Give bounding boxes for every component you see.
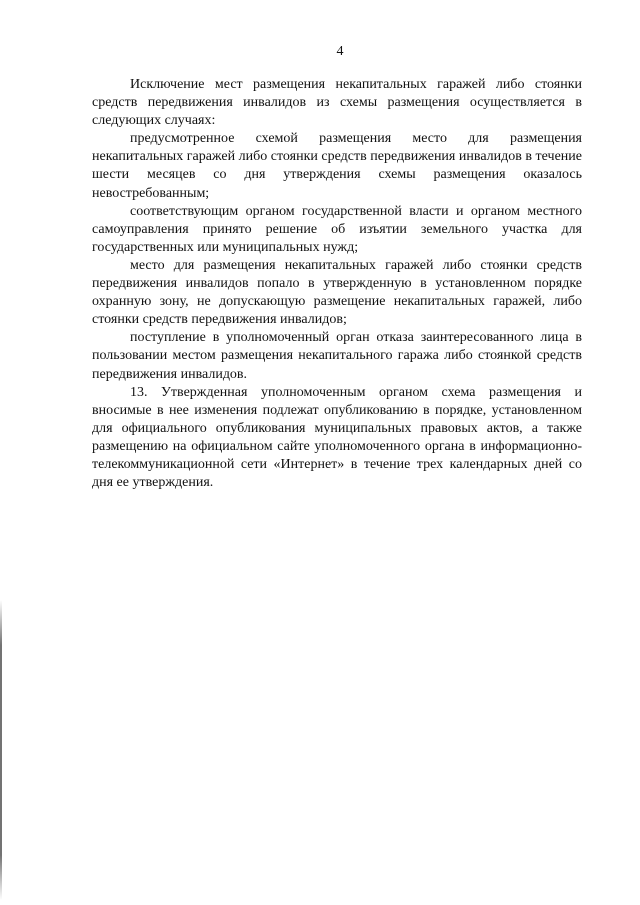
paragraph-exclusion-intro: Исключение мест размещения некапитальных гаражей либо стоянки средств передвижения инвалидов из схемы размещения осуществляется в следующих случаях: (92, 77, 582, 129)
scan-edge-shadow (0, 600, 2, 900)
paragraph-item-13-publication: 13. Утвержденная уполномоченным органом схема размещения и вносимые в нее изменения подлежат опубликованию в порядке, установленном для официального опубликования муниципальных правовых актов, а также размещению на официальном сайте уполномоченного органа в информационно-телекоммуникационной сети «Интернет» в течение трех календарных дней со дня ее утверждения. (92, 384, 582, 491)
paragraph-protection-zone: место для размещения некапитальных гаражей либо стоянки средств передвижения инвалидов попало в утвержденную в установленном порядке охранную зону, не допускающую размещение некапитальных гаражей, либо стоянки средств передвижения инвалидов; (92, 257, 582, 328)
page-number: 4 (336, 44, 344, 59)
paragraph-land-seizure: соответствующим органом государственной власти и органом местного самоуправления принято решение об изъятии земельного участка для государственных или муниципальных нужд; (92, 203, 582, 255)
paragraph-unclaimed-place: предусмотренное схемой размещения место для размещения некапитальных гаражей либо стоянки средств передвижения инвалидов в течение шести месяцев со дня утверждения схемы размещения оказалось невостребованным; (92, 131, 582, 201)
paragraph-refusal: поступление в уполномоченный орган отказа заинтересованного лица в пользовании местом размещения некапитального гаража либо стоянкой средств передвижения инвалидов. (92, 330, 582, 382)
document-body (92, 76, 582, 492)
